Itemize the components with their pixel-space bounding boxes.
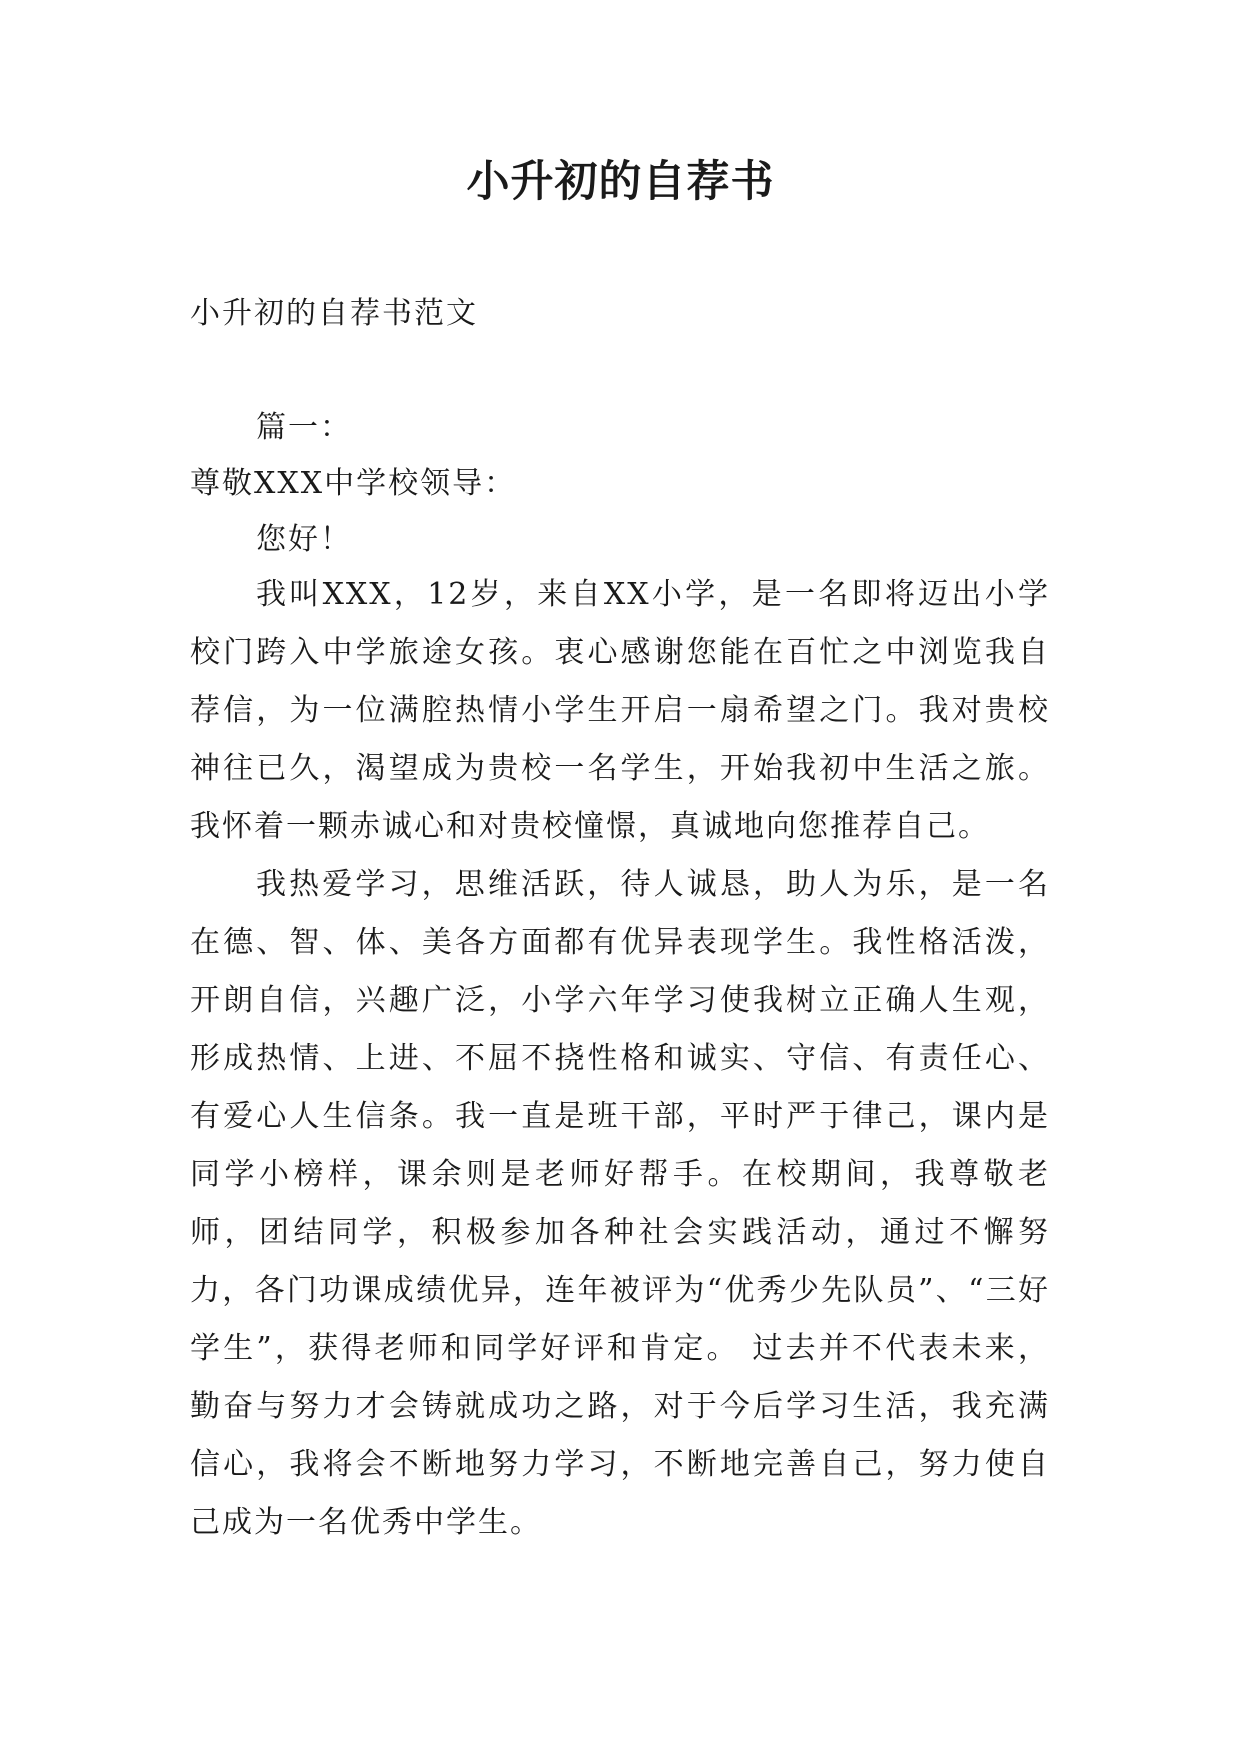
greeting: 您好！ bbox=[256, 522, 352, 557]
document-title: 小升初的自荐书 bbox=[466, 157, 775, 207]
body-paragraph-1: 我叫XXX，12岁，来自XX小学，是一名即将迈出小学校门跨入中学旅途女孩。衷心感谢您能在百忙之中浏览我自荐信，为一位满腔热情小学生开启一扇希望之门。我对贵校神往已久，渴望成为贵校一名学生，开始我初中生活之旅。我怀着一颗赤诚心和对贵校憧憬，真诚地向您推荐自己。 bbox=[190, 577, 1050, 844]
salutation: 尊敬XXX中学校领导： bbox=[190, 466, 517, 501]
body-paragraph-2: 我热爱学习，思维活跃，待人诚恳，助人为乐，是一名在德、智、体、美各方面都有优异表现学生。我性格活泼，开朗自信，兴趣广泛，小学六年学习使我树立正确人生观，形成热情、上进、不屈不挠性格和诚实、守信、有责任心、有爱心人生信条。我一直是班干部，平时严于律己，课内是同学小榜样，课余则是老师好帮手。在校期间，我尊敬老师，团结同学，积极参加各种社会实践活动，通过不懈努力，各门功课成绩优异，连年被评为“优秀少先队员”、“三好学生”，获得老师和同学好评和肯定。 过去并不代表未来，勤奋与努力才会铸就成功之路，对于今后学习生活，我充满信心，我将会不断地努力学习，不断地完善自己，努力使自己成为一名优秀中学生。 bbox=[190, 867, 1050, 1540]
section-heading: 篇一： bbox=[256, 410, 352, 445]
document-subtitle: 小升初的自荐书范文 bbox=[190, 296, 478, 331]
